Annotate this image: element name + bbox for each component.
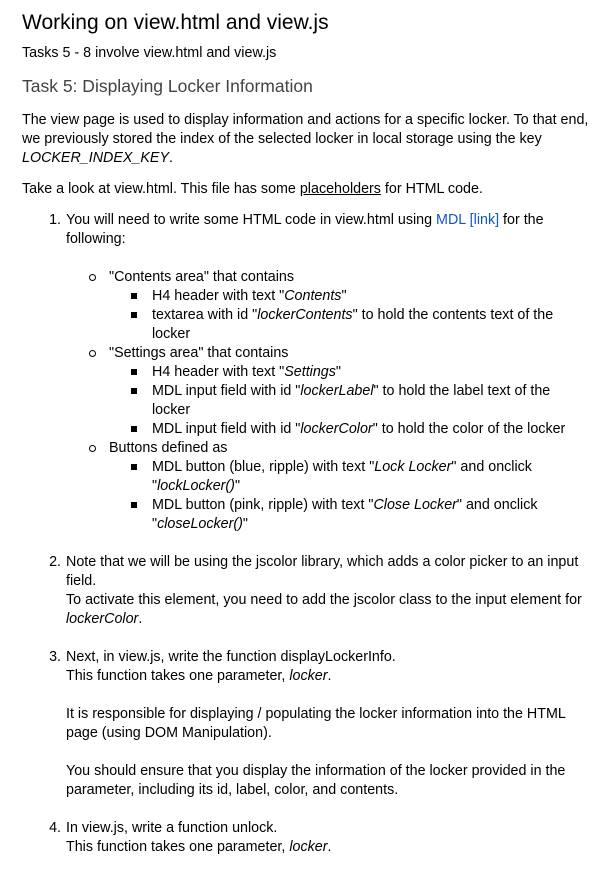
list-item-emphasis: Lock Locker [374,459,452,475]
list-item [129,496,592,534]
page-subtitle: Tasks 5 - 8 involve view.html and view.js [22,45,277,61]
locker-param: locker [289,839,328,855]
hollow-bullet-icon [89,350,96,357]
task-item-3 [65,648,592,800]
list-item-emphasis: lockerColor [300,421,373,437]
item2-end: . [138,611,143,627]
list-item [129,382,592,420]
list-item-emphasis: lockLocker() [157,478,235,494]
list-item-text: " and onclick " [152,497,538,532]
group-title: "Contents area" that contains [109,269,295,285]
hollow-bullet-icon [89,445,96,452]
list-item-text: MDL input field with id " [152,383,301,399]
item2-line1: 2. Note that we will be using the jscolor library, which adds a color picker to an input field. [66,554,579,589]
square-bullet-icon [131,312,137,318]
task-list [22,211,592,857]
item2-text: To activate this element, you need to add the jscolor class to the input element for [66,592,582,608]
square-bullet-icon [131,369,137,375]
item3-end: . [327,668,332,684]
item1-end: for the following: [66,212,544,247]
lookat-text: Take a look at view.html. This file has some [22,181,300,197]
item3-line2 [66,667,592,686]
square-bullet-icon [131,502,137,508]
list-item-emphasis: Contents [284,288,342,304]
item3-paragraph-2: It is responsible for displaying / populating the locker information into the HTML page (using DOM Manipulation). [66,706,566,741]
list-item [129,287,592,306]
hollow-bullet-icon [89,274,96,281]
mdl-link[interactable]: MDL [link] [436,212,500,228]
intro-end: . [169,150,173,166]
contents-area-item [86,268,592,344]
list-item-text: " [234,478,241,494]
locker-color-name: lockerColor [66,611,139,627]
list-item-emphasis: Settings [284,364,336,380]
settings-area-item [86,344,592,439]
list-item-text: H4 header with text " [152,288,285,304]
intro-text: The view page is used to display information and actions for a specific locker. To that end, we previously stored the index of the selected locker in local storage using the key [22,112,589,147]
task-item-4 [65,819,592,857]
item4-end: . [327,839,332,855]
area-list [66,268,592,534]
item3-text: This function takes one parameter, [66,668,290,684]
item1-text: You will need to write some HTML code in view.html using [66,212,437,228]
list-item-emphasis: closeLocker() [157,516,243,532]
item3-line1: 3. Next, in view.js, write the function displayLockerInfo. [66,649,396,665]
list-item-emphasis: lockerLabel [300,383,374,399]
list-item-text: " [242,516,248,532]
placeholders-link[interactable]: placeholders [299,181,381,197]
list-item [129,306,592,344]
item2-line2 [66,591,592,629]
list-item-text: H4 header with text " [152,364,285,380]
task-item-2 [65,553,592,629]
buttons-points [109,458,592,534]
list-item [129,420,592,439]
list-item [129,363,592,382]
list-item-text: textarea with id " [152,307,258,323]
group-title: "Settings area" that contains [109,345,289,361]
square-bullet-icon [131,293,137,299]
page-title: Working on view.html and view.js [22,11,329,34]
lookat-end: for HTML code. [380,181,483,197]
intro-paragraph [22,111,592,168]
list-item-text: " to hold the contents text of the locker [152,307,554,342]
list-item-emphasis: Close Locker [373,497,457,513]
square-bullet-icon [131,426,137,432]
list-item-text: " [341,288,347,304]
locker-index-key: LOCKER_INDEX_KEY [22,150,169,166]
item4-text: This function takes one parameter, [66,839,290,855]
list-item-text: MDL button (blue, ripple) with text " [152,459,375,475]
settings-area-points [109,363,592,439]
list-item-text: " [335,364,341,380]
square-bullet-icon [131,464,137,470]
square-bullet-icon [131,388,137,394]
item4-line1: 4. In view.js, write a function unlock. [66,820,278,836]
lookat-paragraph [22,180,592,199]
task-heading: Task 5: Displaying Locker Information [22,76,313,96]
list-item-text: MDL input field with id " [152,421,301,437]
list-item-text: " to hold the label text of the locker [152,383,551,418]
spacer [66,743,592,762]
item4-line2 [66,838,592,857]
list-item-emphasis: lockerContents [257,307,353,323]
task-item-1 [65,211,592,534]
list-item-text: " and onclick " [152,459,532,494]
list-item [129,458,592,496]
spacer [66,686,592,705]
item3-paragraph-3: You should ensure that you display the information of the locker provided in the parameter, including its id, label, color, and contents. [66,763,566,798]
group-title: Buttons defined as [109,440,228,456]
buttons-item [86,439,592,534]
locker-param: locker [289,668,328,684]
contents-area-points [109,287,592,344]
list-item-text: MDL button (pink, ripple) with text " [152,497,374,513]
list-item-text: " to hold the color of the locker [372,421,566,437]
